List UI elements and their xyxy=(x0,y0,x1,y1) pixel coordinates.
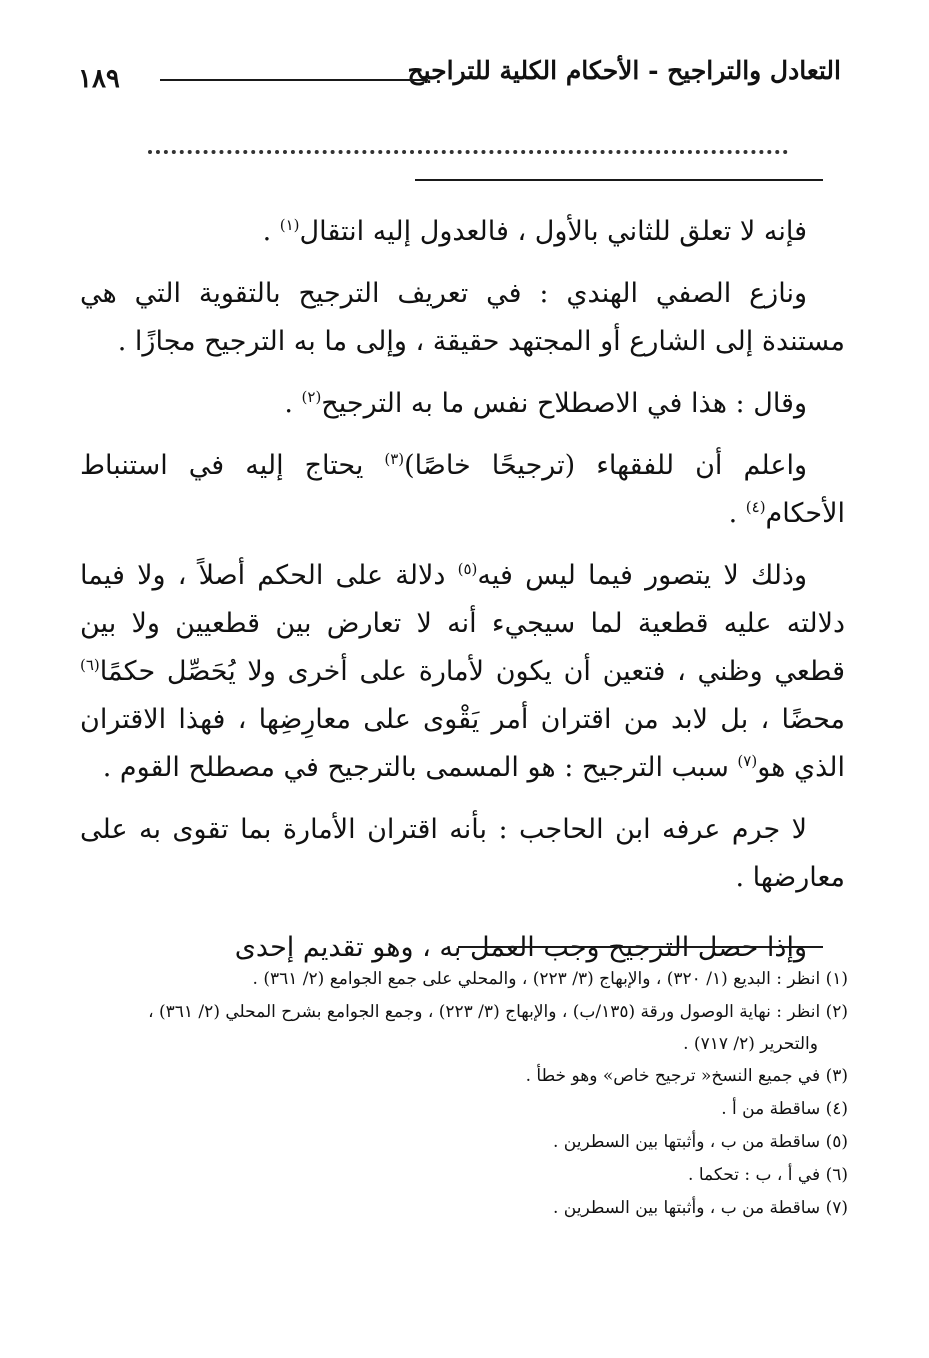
header-rule xyxy=(160,79,428,81)
paragraph-text: . xyxy=(262,216,280,247)
paragraph xyxy=(80,806,845,902)
main-text xyxy=(80,208,845,986)
paragraph-text: دلالة على الحكم أصلاً ، ولا فيما دلالته عليه قطعية لما سيجيء أنه لا تعارض بين قطعيين ولا بين قطعي وظني ، فتعين أن يكون لأمارة على أخرى ولا يُحَصِّل حكمًا xyxy=(80,560,845,687)
footnote-ref: (٤) xyxy=(745,498,766,516)
paragraph xyxy=(80,552,845,792)
paragraph-text: . xyxy=(728,498,746,529)
paragraph-text: وذلك لا يتصور فيما ليس فيه xyxy=(477,560,807,591)
footnote: (٤) ساقطة من أ . xyxy=(721,1099,848,1119)
paragraph-text: وقال : هذا في الاصطلاح نفس ما به الترجيح xyxy=(321,388,807,419)
page-number: ١٨٩ xyxy=(78,64,120,94)
footnote-ref: (٥) xyxy=(457,560,478,578)
paragraph xyxy=(80,270,845,366)
footnotes xyxy=(120,963,848,1225)
paragraph-text: واعلم أن للفقهاء (ترجيحًا خاصًا) xyxy=(404,450,807,481)
paragraph-text: وإذا حصل الترجيح وجب العمل به ، وهو تقديم إحدى xyxy=(234,932,807,963)
footnote-ref: (٦) xyxy=(80,656,100,674)
paragraph-text: . xyxy=(284,388,302,419)
paragraph-text: سبب الترجيح : هو المسمى بالترجيح في مصطلح القوم . xyxy=(102,752,738,783)
dotted-separator xyxy=(148,150,788,154)
footnote: (٢) انظر : نهاية الوصول ورقة (١٣٥/ب) ، والإبهاج (٣/ ٢٢٣) ، وجمع الجوامع بشرح المحلي (٢/ ٣٦١) ، والتحرير (٢/ ٧١٧) . xyxy=(148,1002,848,1054)
footnote: (٦) في أ ، ب : تحكما . xyxy=(688,1165,848,1185)
paragraph xyxy=(80,380,845,428)
footnote: (٧) ساقطة من ب ، وأثبتها بين السطرين . xyxy=(552,1198,848,1218)
footnote: (٣) في جميع النسخ« ترجيح خاص» وهو خطأ . xyxy=(525,1066,848,1086)
footnote-ref: (٢) xyxy=(301,388,322,406)
footnote-ref: (١) xyxy=(279,216,300,234)
footnote-ref: (٧) xyxy=(737,752,758,770)
paragraph-text: ونازع الصفي الهندي : في تعريف الترجيح بالتقوية التي هي مستندة إلى الشارع أو المجتهد حقيقة ، وإلى ما به الترجيح مجازًا . xyxy=(80,278,845,357)
top-rule xyxy=(415,179,823,181)
paragraph-text: محضًا ، بل لابد من اقتران أمر يَقْوى على معارِضِها ، فهذا الاقتران الذي هو xyxy=(80,704,845,783)
footnote: (٥) ساقطة من ب ، وأثبتها بين السطرين . xyxy=(552,1132,848,1152)
running-header-title: التعادل والتراجيح - الأحكام الكلية للتراجيح xyxy=(407,56,841,85)
footnote-separator xyxy=(458,946,823,948)
paragraph-text: فإنه لا تعلق للثاني بالأول ، فالعدول إليه انتقال xyxy=(299,216,807,247)
paragraph xyxy=(80,208,845,256)
paragraph xyxy=(80,442,845,538)
paragraph-text: يحتاج إليه في استنباط الأحكام xyxy=(80,450,845,529)
footnote: (١) انظر : البديع (١/ ٣٢٠) ، والإبهاج (٣/ ٢٢٣) ، والمحلي على جمع الجوامع (٢/ ٣٦١) . xyxy=(252,969,848,989)
footnote-ref: (٣) xyxy=(384,450,405,468)
paragraph-text: لا جرم عرفه ابن الحاجب : بأنه اقتران الأمارة بما تقوى به على معارضها . xyxy=(80,814,845,893)
